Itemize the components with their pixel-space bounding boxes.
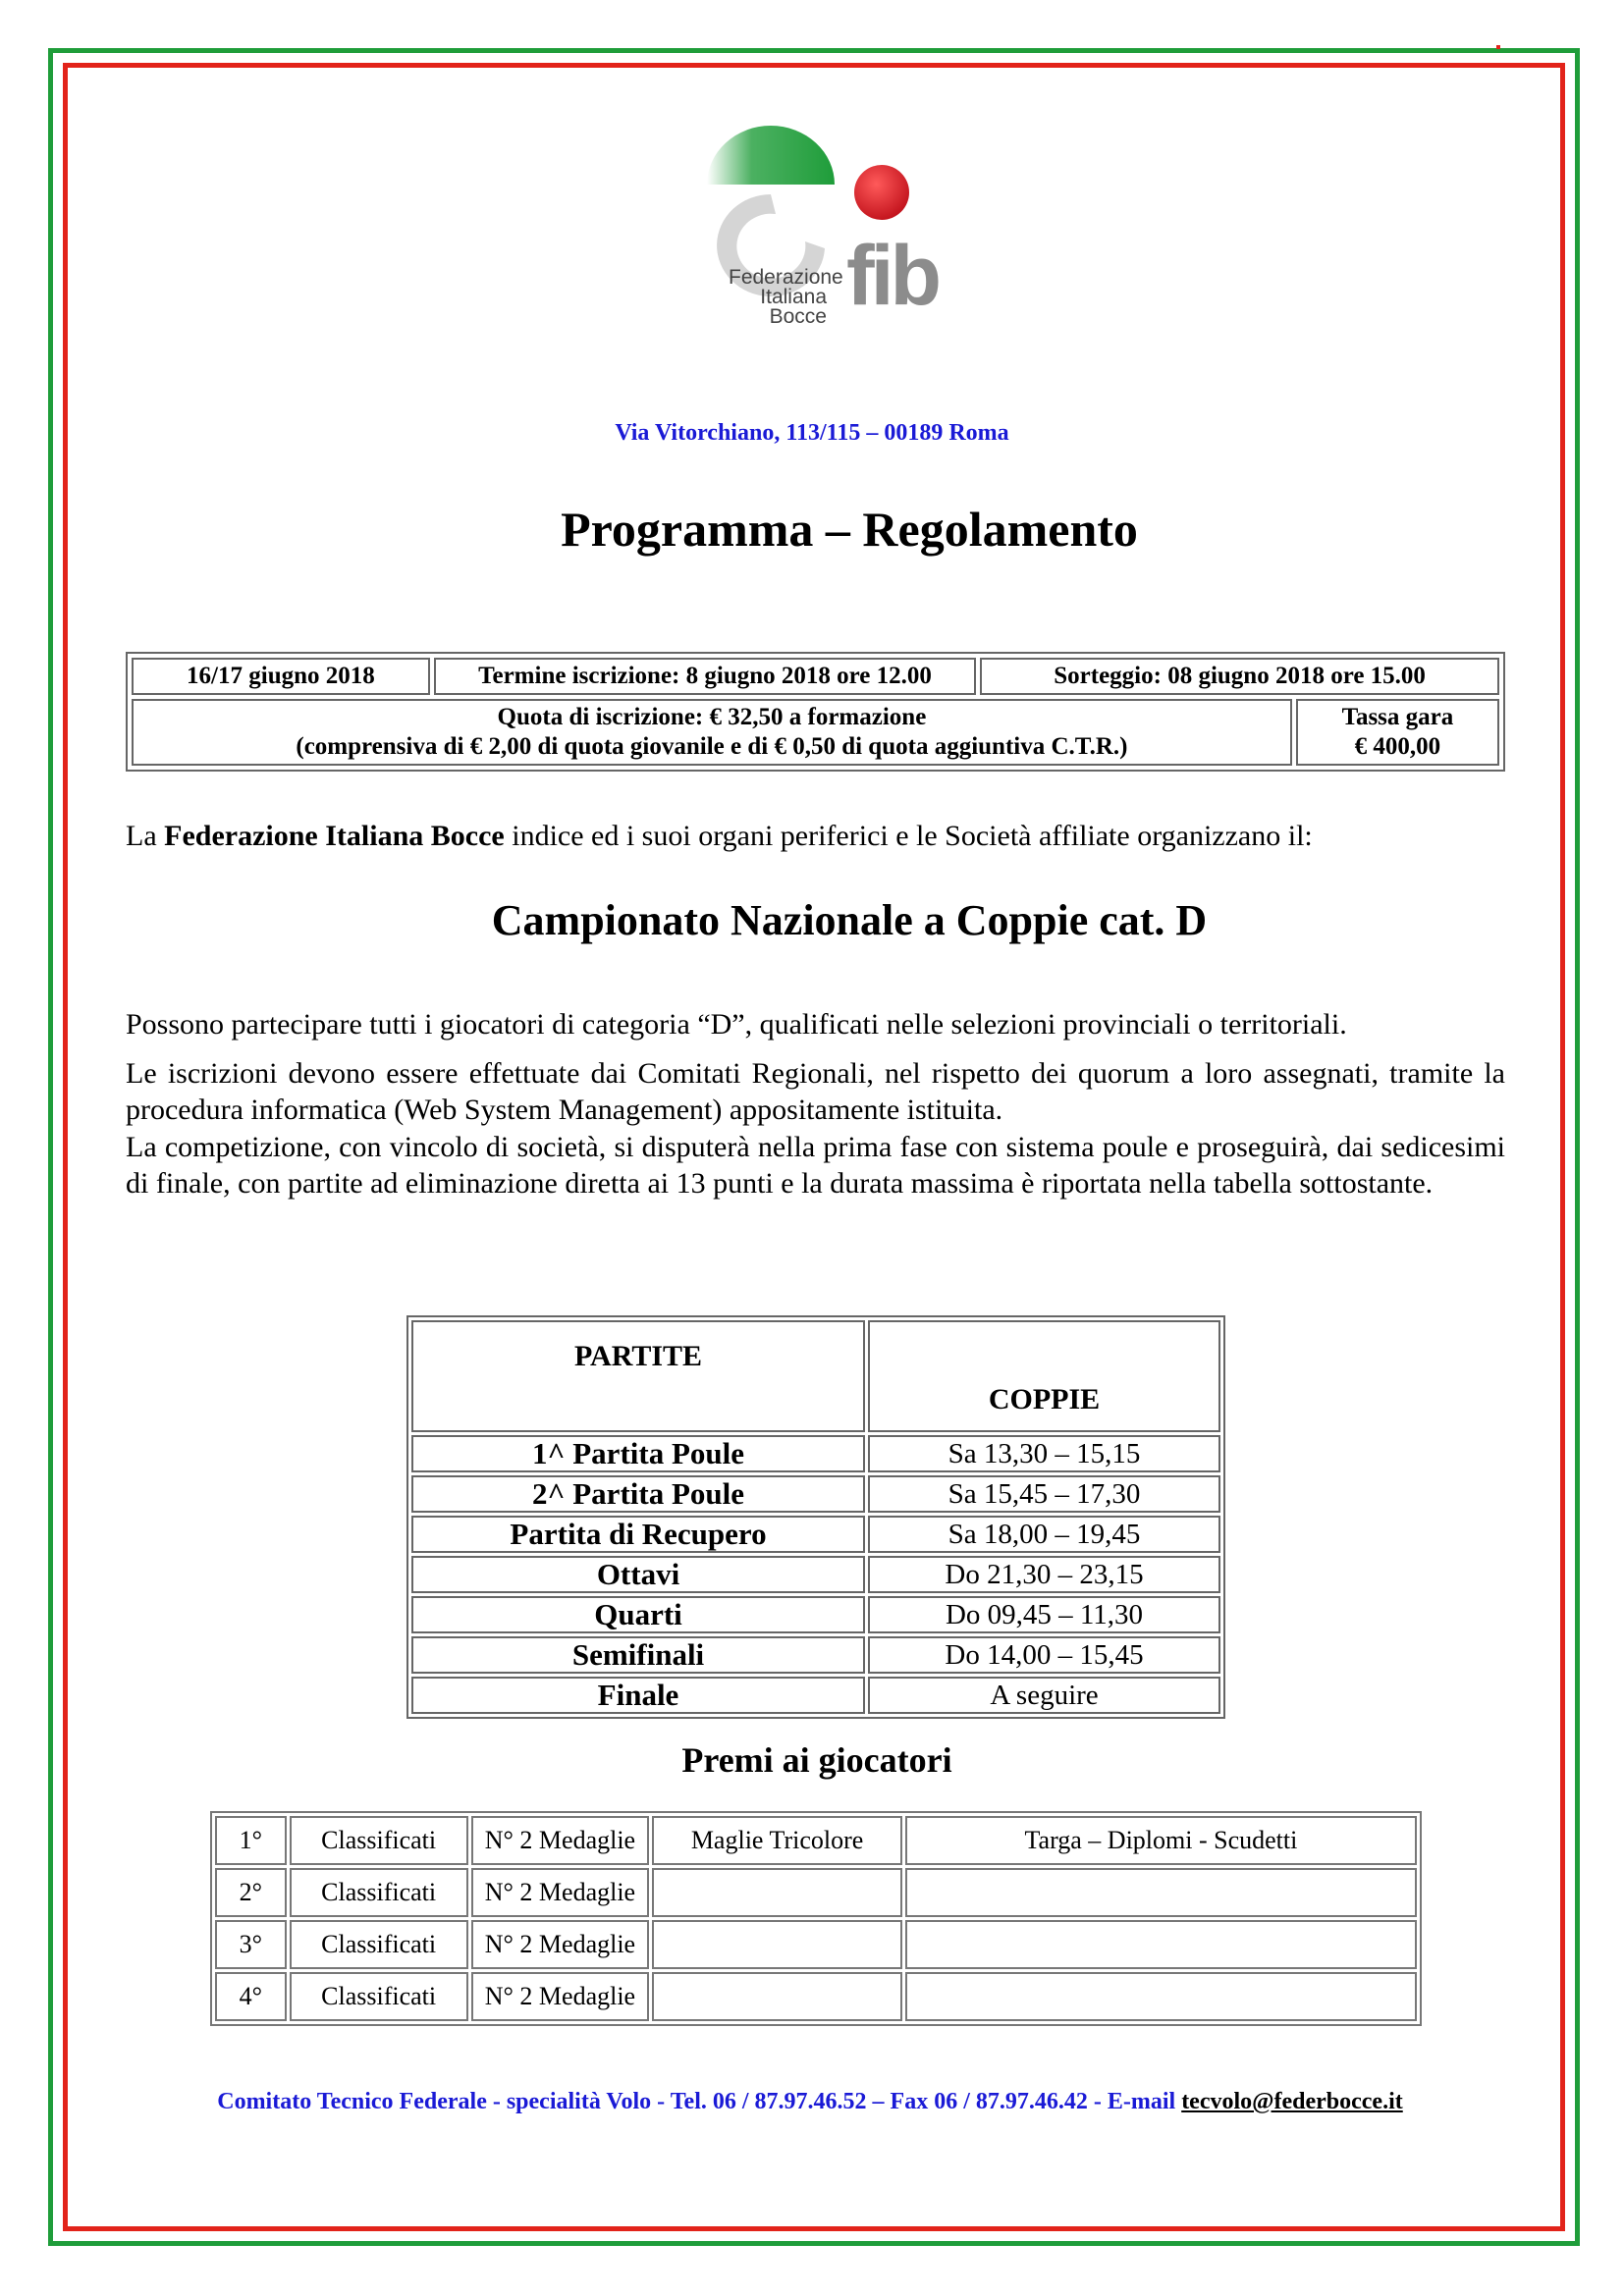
table-row [215, 1972, 1417, 2021]
game-time: Sa 13,30 – 15,15 [868, 1435, 1220, 1472]
info-table [126, 652, 1505, 772]
table-row [411, 1677, 1220, 1714]
prize-class: Classificati [290, 1972, 468, 2021]
registration-fee [132, 699, 1292, 766]
page-title: Programma – Regolamento [561, 502, 1138, 557]
race-tax [1296, 699, 1499, 766]
prize-jersey [652, 1920, 902, 1969]
championship-title: Campionato Nazionale a Coppie cat. D [491, 896, 1208, 944]
game-name: Quarti [411, 1596, 865, 1633]
game-time: Sa 15,45 – 17,30 [868, 1475, 1220, 1513]
fee-line-2: (comprensiva di € 2,00 di quota giovanile e di € 0,50 di quota aggiuntiva C.T.R.) [296, 733, 1128, 760]
paragraph-competition: La competizione, con vincolo di società, si disputerà nella prima fase con sistema poule e proseguirà, dai sedicesimi di finale, con partite ad eliminazione diretta ai 13 punti e la durata massima è riportata nella tabella sottostante. [126, 1131, 1505, 1200]
header-coppie: COPPIE [868, 1320, 1220, 1432]
game-name: 2^ Partita Poule [411, 1475, 865, 1513]
prize-rank: 4° [215, 1972, 287, 2021]
game-time: A seguire [868, 1677, 1220, 1714]
prize-medals: N° 2 Medaglie [471, 1816, 650, 1865]
red-mark [1496, 45, 1500, 49]
footer-text: Comitato Tecnico Federale - specialità Volo - Tel. 06 / 87.97.46.52 – Fax 06 / 87.97.46.42 - E-mail [217, 2089, 1182, 2114]
prize-awards [905, 1868, 1417, 1917]
prize-medals: N° 2 Medaglie [471, 1868, 650, 1917]
prize-awards [905, 1920, 1417, 1969]
logo-line2: Italiana Bocce [760, 286, 827, 328]
table-header-row [411, 1320, 1220, 1432]
game-name: Finale [411, 1677, 865, 1714]
registration-deadline: Termine iscrizione: 8 giugno 2018 ore 12.00 [434, 658, 976, 695]
logo-line1: Federazione [729, 266, 843, 289]
prize-medals: N° 2 Medaglie [471, 1972, 650, 2021]
intro-text [126, 820, 1313, 853]
prizes-table [210, 1811, 1422, 2026]
prizes-title: Premi ai giocatori [681, 1740, 952, 1780]
prize-medals: N° 2 Medaglie [471, 1920, 650, 1969]
fib-logo [668, 126, 1001, 328]
table-row [411, 1556, 1220, 1593]
prize-awards: Targa – Diplomi - Scudetti [905, 1816, 1417, 1865]
table-row [411, 1516, 1220, 1553]
prize-jersey [652, 1868, 902, 1917]
prize-jersey [652, 1972, 902, 2021]
header-partite: PARTITE [411, 1320, 865, 1432]
game-name: 1^ Partita Poule [411, 1435, 865, 1472]
intro-org: Federazione Italiana Bocce [164, 820, 505, 852]
address: Via Vitorchiano, 113/115 – 00189 Roma [615, 420, 1009, 446]
prize-jersey: Maglie Tricolore [652, 1816, 902, 1865]
paragraph-registration: Le iscrizioni devono essere effettuate dai Comitati Regionali, nel rispetto dei quorum a loro assegnati, tramite la procedura informatica (Web System Management) appositamente istituita. [126, 1057, 1505, 1126]
game-name: Partita di Recupero [411, 1516, 865, 1553]
game-time: Do 21,30 – 23,15 [868, 1556, 1220, 1593]
logo-caption [729, 266, 843, 328]
game-time: Do 09,45 – 11,30 [868, 1596, 1220, 1633]
fee-line-1: Quota di iscrizione: € 32,50 a formazione [497, 704, 927, 730]
table-row [411, 1596, 1220, 1633]
games-schedule-table [406, 1315, 1225, 1719]
tax-value: € 400,00 [1354, 733, 1441, 760]
footer-contacts [0, 2089, 1620, 2115]
prize-rank: 2° [215, 1868, 287, 1917]
prize-class: Classificati [290, 1816, 468, 1865]
paragraph-eligibility: Possono partecipare tutti i giocatori di categoria “D”, qualificati nelle selezioni provinciali o territoriali. [126, 1008, 1347, 1041]
table-row [215, 1868, 1417, 1917]
prize-class: Classificati [290, 1920, 468, 1969]
prize-awards [905, 1972, 1417, 2021]
intro-pre: La [126, 820, 165, 852]
draw-date: Sorteggio: 08 giugno 2018 ore 15.00 [980, 658, 1499, 695]
svg-text:fib: fib [846, 229, 939, 322]
prize-rank: 3° [215, 1920, 287, 1969]
table-row [215, 1816, 1417, 1865]
table-row [215, 1920, 1417, 1969]
prize-class: Classificati [290, 1868, 468, 1917]
game-time: Sa 18,00 – 19,45 [868, 1516, 1220, 1553]
intro-post: indice ed i suoi organi periferici e le Società affiliate organizzano il: [504, 820, 1313, 852]
table-row [411, 1475, 1220, 1513]
event-date: 16/17 giugno 2018 [132, 658, 430, 695]
game-time: Do 14,00 – 15,45 [868, 1636, 1220, 1674]
fib-logo-graphic [668, 126, 1001, 322]
table-row [411, 1636, 1220, 1674]
table-row [411, 1435, 1220, 1472]
tax-label: Tassa gara [1341, 704, 1454, 730]
game-name: Semifinali [411, 1636, 865, 1674]
email-link[interactable]: tecvolo@federbocce.it [1181, 2089, 1403, 2114]
prize-rank: 1° [215, 1816, 287, 1865]
game-name: Ottavi [411, 1556, 865, 1593]
